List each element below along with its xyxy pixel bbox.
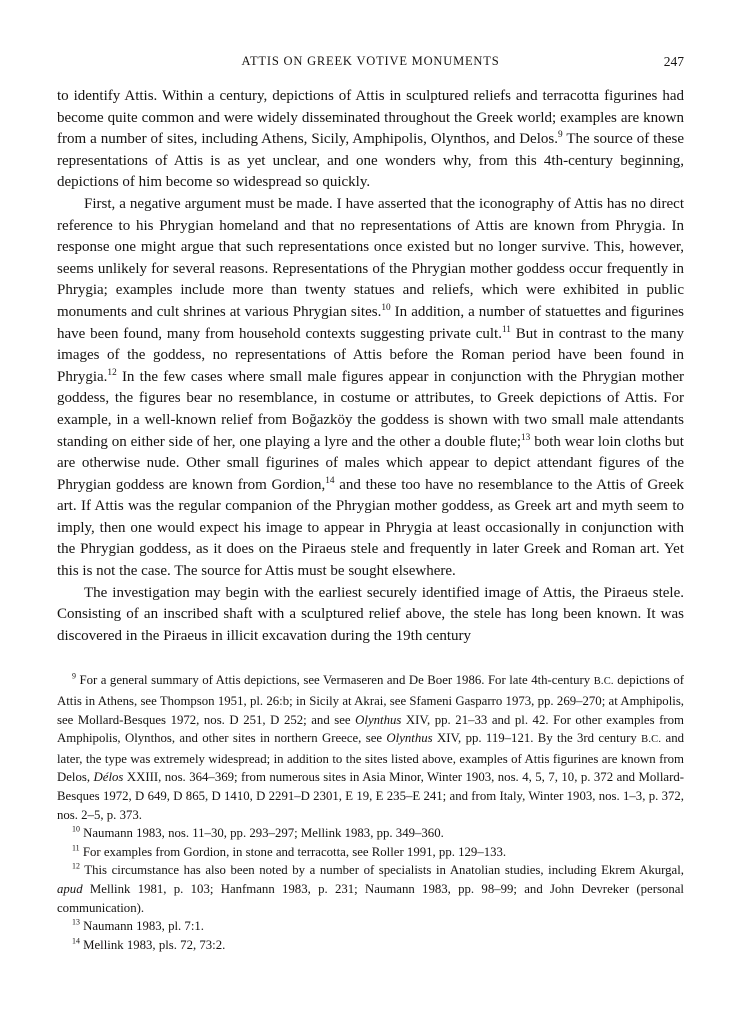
text-run: In addition, a number of statuettes and figurines have been found, many from household contexts suggesting private cult.: [57, 303, 684, 342]
footnote-marker: 11: [501, 324, 511, 335]
text-run: both wear loin cloths but are otherwise nude. Other small figurines of males which appear to depict attendant figures of the Phrygian goddess are known from Gordion,: [57, 433, 684, 493]
text-run: For a general summary of Attis depictions, see Vermaseren and De Boer 1986. For late 4th-century: [75, 673, 594, 688]
text-run: and these too have no resemblance to the Attis of Greek art. If Attis was the regular companion of the Phrygian mother goddess, as Greek art and myth seem to imply, then one would expect his image to appear in Phrygia at least occasionally in conjunction with the Phrygian goddess, as it does on the Piraeus stele and frequently in later Greek and Roman art. Yet this is not the case. The source for Attis must be sought elsewhere.: [57, 476, 684, 580]
text-run: The investigation may begin with the earliest securely identified image of Attis, the Piraeus stele. Consisting of an inscribed shaft with a sculptured relief above, the stele has long been known. It was discovered in the Piraeus in illicit excavation during the 19th century: [57, 584, 684, 644]
text-run: In the few cases where small male figures appear in conjunction with the Phrygian mother goddess, the figures bear no resemblance, in costume or attributes, to Greek depictions of Attis. For example, in a well-known relief from Boğazköy the goddess is shown with two small male attendants standing on either side of her, one playing a lyre and the other a double flute;: [57, 368, 684, 450]
running-title: ATTIS ON GREEK VOTIVE MONUMENTS: [241, 54, 500, 68]
text-run: But in contrast to the many images of the goddess, no representations of Attis before the Roman period have been found in Phrygia.: [57, 325, 684, 385]
page-header: [57, 54, 684, 72]
text-run: Mellink 1983, pls. 72, 73:2.: [79, 937, 226, 952]
text-run: Naumann 1983, nos. 11–30, pp. 293–297; Mellink 1983, pp. 349–360.: [79, 826, 444, 841]
body-paragraph: [57, 583, 684, 648]
text-run: Naumann 1983, pl. 7:1.: [79, 919, 204, 934]
footnotes: [57, 671, 684, 954]
text-run: Délos: [93, 770, 124, 785]
footnote: [57, 843, 684, 862]
text-run: and later, the type was extremely widespread; in addition to the sites listed above, examples of Attis figurines are known from Delos,: [57, 731, 684, 785]
footnote-marker: 14: [72, 936, 80, 946]
text-run: For examples from Gordion, in stone and terracotta, see Roller 1991, pp. 129–133.: [79, 844, 507, 859]
text-run: XIV, pp. 21–33 and pl. 42. For other examples from Amphipolis, Olynthos, and other sites in northern Greece, see: [57, 712, 685, 746]
text-run: Mellink 1981, p. 103; Hanfmann 1983, p. 231; Naumann 1983, pp. 98–99; and John Devreker (personal communication).: [57, 881, 684, 915]
footnote: [57, 936, 684, 955]
footnote: [57, 861, 684, 917]
text-run: apud: [57, 881, 83, 896]
page-number: 247: [663, 54, 684, 69]
text-run: to identify Attis. Within a century, depictions of Attis in sculptured reliefs and terracotta figurines had become quite common and were widely disseminated throughout the Greek world; examples are known from a number of sites, including Athens, Sicily, Amphipolis, Olynthos, and Delos.: [57, 88, 684, 148]
text-run: B.C.: [641, 734, 662, 746]
text-run: Olynthus: [386, 731, 433, 746]
footnote: [57, 671, 684, 824]
footnote-marker: 9: [72, 672, 76, 682]
footnote-marker: 13: [521, 432, 531, 443]
body-paragraph: [57, 194, 684, 583]
footnote-marker: 10: [381, 302, 391, 313]
body-paragraph: [57, 86, 684, 194]
footnote-marker: 14: [325, 475, 335, 486]
footnote: [57, 917, 684, 936]
footnote: [57, 824, 684, 843]
text-run: First, a negative argument must be made. I have asserted that the iconography of Attis has no direct reference to his Phrygian homeland and that no representations of Attis are known from Phrygia. In response one might argue that such representations once existed but no longer survive. This, however, seems unlikely for several reasons. Representations of the Phrygian mother goddess occur frequently in Phrygia; examples include more than twenty statues and reliefs, which were exhibited in public monuments and cult shrines at various Phrygian sites.: [57, 195, 684, 320]
text-run: XXIII, nos. 364–369; from numerous sites in Asia Minor, Winter 1903, nos. 4, 5, 7, 10, p. 372 and Mollard-Besques 1972, D 649, D 865, D 1410, D 2291–D 2301, E 19, E 235–E 241; and from Italy, Winter 1903, nos. 1–3, p. 372, nos. 2–5, p. 373.: [57, 770, 684, 822]
footnote-marker: 12: [107, 367, 117, 378]
footnote-marker: 9: [557, 130, 563, 141]
text-run: The source of these representations of Attis is as yet unclear, and one wonders why, from this 4th-century beginning, depictions of him become so widespread so quickly.: [57, 131, 685, 191]
text-run: Olynthus: [355, 712, 402, 727]
footnote-marker: 13: [72, 917, 80, 927]
text-run: B.C.: [593, 676, 614, 688]
text-run: depictions of Attis in Athens, see Thompson 1951, pl. 26:b; in Sicily at Akrai, see Sfameni Gasparro 1973, pp. 269–270; at Amphipolis, see Mollard-Besques 1972, nos. D 251, D 252; and see: [57, 673, 684, 727]
footnote-marker: 11: [72, 843, 80, 853]
text-run: XIV, pp. 119–121. By the 3rd century: [432, 731, 642, 746]
footnote-marker: 12: [72, 862, 80, 872]
body-paragraphs: [57, 86, 684, 647]
text-run: This circumstance has also been noted by a number of specialists in Anatolian studies, including Ekrem Akurgal,: [79, 863, 684, 878]
footnote-marker: 10: [72, 824, 80, 834]
